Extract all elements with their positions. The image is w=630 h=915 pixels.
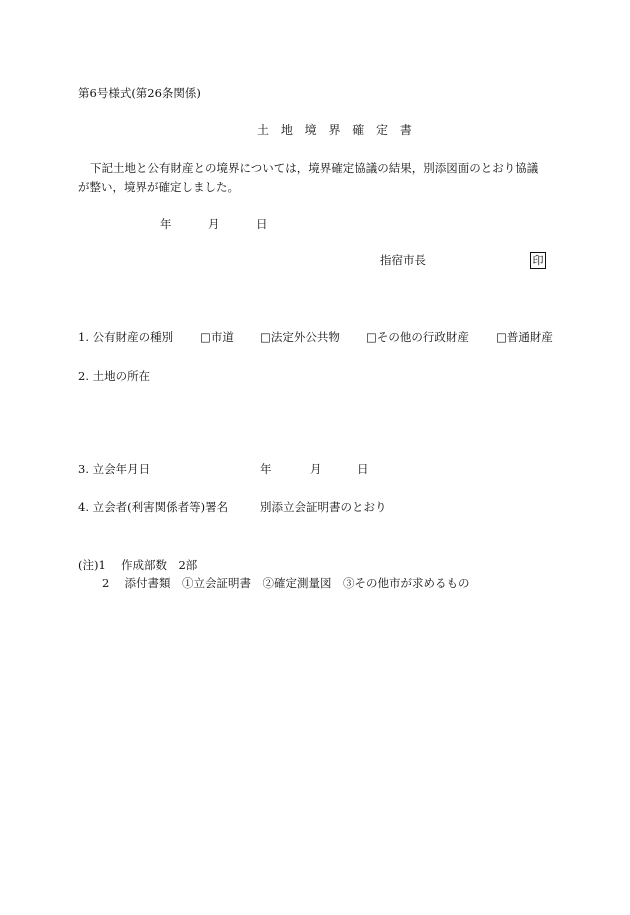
checkbox-other-administrative[interactable]: □その他の行政財産 xyxy=(366,330,469,344)
item-3-year: 年 xyxy=(260,462,272,476)
item-4-label: 4. 立会者(利害関係者等)署名 xyxy=(78,500,229,514)
note-2: 2 添付書類 ①立会証明書 ②確定測量図 ③その他市が求めるもの xyxy=(102,576,470,590)
item-3-day: 日 xyxy=(357,462,369,476)
item-1-label: 1. 公有財産の種別 xyxy=(78,330,174,344)
document-title: 土 地 境 界 確 定 書 xyxy=(257,123,416,137)
date-day: 日 xyxy=(256,217,268,231)
body-text-line-2: が整い，境界が確定しました。 xyxy=(78,180,239,194)
checkbox-ordinary-property[interactable]: □普通財産 xyxy=(496,330,553,344)
date-year: 年 xyxy=(160,217,172,231)
item-2-label: 2. 土地の所在 xyxy=(78,369,151,383)
seal-mark: 印 xyxy=(530,252,546,269)
item-4-value: 別添立会証明書のとおり xyxy=(260,500,387,514)
note-1: (注)1 作成部数 2部 xyxy=(78,558,198,572)
body-text-line-1: 下記土地と公有財産との境界については，境界確定協議の結果，別添図面のとおり協議 xyxy=(90,161,539,175)
item-3-label: 3. 立会年月日 xyxy=(78,462,151,476)
item-3-month: 月 xyxy=(310,462,322,476)
checkbox-non-statutory-public[interactable]: □法定外公共物 xyxy=(260,330,340,344)
date-month: 月 xyxy=(208,217,220,231)
form-number: 第6号様式(第26条関係) xyxy=(78,86,201,100)
checkbox-city-road[interactable]: □市道 xyxy=(200,330,234,344)
signer-name: 指宿市長 xyxy=(380,253,426,267)
